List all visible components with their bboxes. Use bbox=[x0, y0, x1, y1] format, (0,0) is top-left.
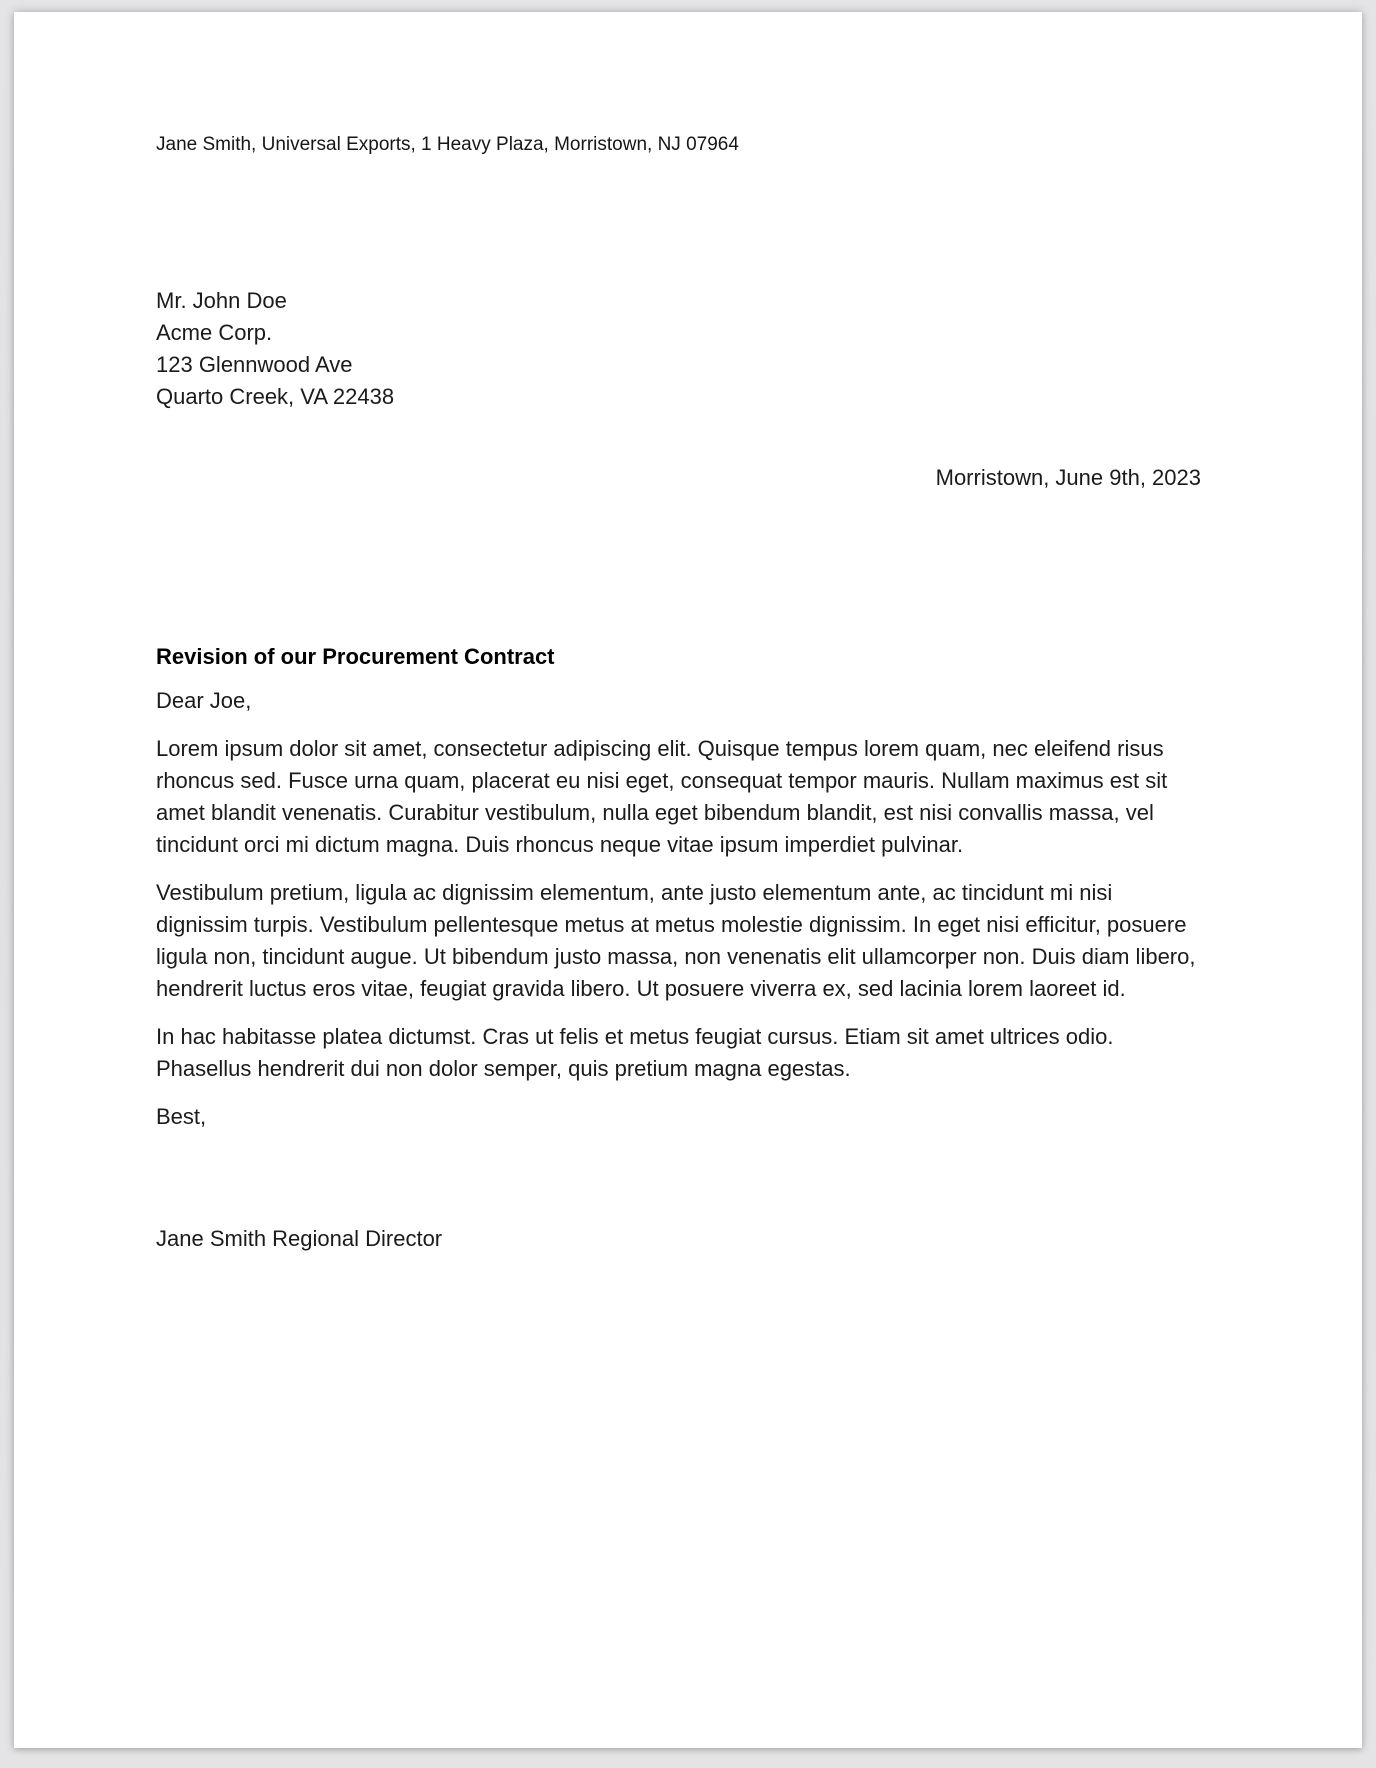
letter-page bbox=[14, 12, 1362, 1748]
recipient-street: 123 Glennwood Ave bbox=[156, 352, 353, 377]
recipient-name: Mr. John Doe bbox=[156, 288, 287, 313]
signature-line: Jane Smith Regional Director bbox=[156, 1226, 443, 1251]
body-paragraph-2: Vestibulum pretium, ligula ac dignissim elementum, ante justo elementum ante, ac tincidunt mi nisi dignissim turpis. Vestibulum pellentesque metus at metus molestie dignissim. In eget nisi efficitur, posuere ligula non, tincidunt augue. Ut bibendum justo massa, non venenatis elit ullamcorper non. Duis diam libero, hendrerit luctus eros vitae, feugiat gravida libero. Ut posuere viverra ex, sed lacinia lorem laoreet id. bbox=[156, 880, 1196, 1001]
recipient-city-state-zip: Quarto Creek, VA 22438 bbox=[156, 384, 395, 409]
body-paragraph-1: Lorem ipsum dolor sit amet, consectetur adipiscing elit. Quisque tempus lorem quam, nec eleifend risus rhoncus sed. Fusce urna quam, placerat eu nisi eget, consequat tempor mauris. Nullam maximus est sit amet blandit venenatis. Curabitur vestibulum, nulla eget bibendum blandit, est nisi convallis massa, vel tincidunt orci mi dictum magna. Duis rhoncus neque vitae ipsum imperdiet pulvinar. bbox=[156, 736, 1168, 857]
sender-address-line: Jane Smith, Universal Exports, 1 Heavy Plaza, Morristown, NJ 07964 bbox=[156, 134, 739, 155]
closing-phrase: Best, bbox=[156, 1104, 207, 1129]
body-paragraph-3: In hac habitasse platea dictumst. Cras ut felis et metus feugiat cursus. Etiam sit amet ultrices odio. Phasellus hendrerit dui non dolor semper, quis pretium magna egestas. bbox=[156, 1024, 1114, 1081]
recipient-company: Acme Corp. bbox=[156, 320, 273, 345]
salutation: Dear Joe, bbox=[156, 688, 252, 713]
recipient-address-block bbox=[156, 285, 1201, 413]
place-and-date-line: Morristown, June 9th, 2023 bbox=[935, 465, 1201, 490]
subject-line: Revision of our Procurement Contract bbox=[156, 644, 555, 669]
